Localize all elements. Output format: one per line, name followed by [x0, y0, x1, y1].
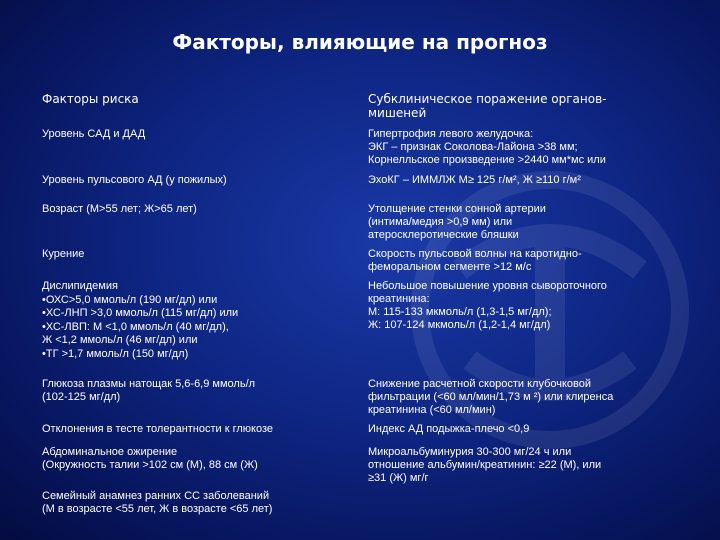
risk-factor-row: Курение — [42, 248, 85, 260]
organ-damage-row: Индекс АД подыжка-плечо <0,9 — [368, 423, 530, 435]
risk-factor-row: Глюкоза плазмы натощак 5,6-6,9 ммоль/л (102-125 мг/дл) — [42, 378, 256, 403]
risk-factor-row: Возраст (М>55 лет; Ж>65 лет) — [42, 203, 197, 215]
organ-damage-row: Микроальбуминурия 30-300 мг/24 ч или отношение альбумин/креатинин: ≥22 (М), или ≥31 (Ж) мг/г — [368, 446, 602, 484]
risk-factor-row: Уровень пульсового АД (у пожилых) — [42, 174, 227, 186]
organ-damage-row: Гипертрофия левого желудочка: ЭКГ – признак Соколова-Лайона >38 мм; Корнелльское произведение >2440 мм*мс или — [368, 128, 606, 166]
header-risk-factors: Факторы риска — [42, 92, 139, 106]
risk-factor-row: Семейный анамнез ранних СС заболеваний (М в возрасте <55 лет, Ж в возрасте <65 лет) — [42, 490, 273, 515]
organ-damage-row: ЭхоКГ – ИММЛЖ М≥ 125 г/м², Ж ≥110 г/м² — [368, 174, 581, 186]
organ-damage-row: Снижение расчетной скорости клубочковой фильтрации (<60 мл/мин/1,73 м ²) или клиренса креатинина (<60 мл/мин) — [368, 378, 614, 416]
organ-damage-row: Скорость пульсовой волны на каротидно- феморальном сегменте >12 м/с — [368, 248, 582, 273]
risk-factor-row: Отклонения в тесте толерантности к глюкозе — [42, 423, 274, 435]
risk-factor-row: Абдоминальное ожирение (Окружность талии >102 см (М), 88 см (Ж) — [42, 446, 258, 471]
risk-factor-row: Уровень САД и ДАД — [42, 128, 146, 140]
organ-damage-row: Утолщение стенки сонной артерии (интима/медия >0,9 мм) или атеросклеротические бляшки — [368, 203, 546, 241]
organ-damage-row: Небольшое повышение уровня сывороточного креатинина: М: 115-133 мкмоль/л (1,3-1,5 мг/дл); Ж: 107-124 мкмоль/л (1,2-1,4 мг/дл) — [368, 280, 607, 331]
page-title: Факторы, влияющие на прогноз — [172, 30, 548, 54]
header-organ-damage: Субклиническое поражение органов- мишеней — [368, 92, 607, 120]
risk-factor-row: Дислипидемия •ОХС>5,0 ммоль/л (190 мг/дл) или •ХС-ЛНП >3,0 ммоль/л (115 мг/дл) или •ХС-ЛВП: М <1,0 ммоль/л (40 мг/дл), Ж <1,2 ммоль/л (46 мг/дл) или •ТГ >1,7 ммоль/л (150 мг/дл) — [42, 280, 239, 360]
